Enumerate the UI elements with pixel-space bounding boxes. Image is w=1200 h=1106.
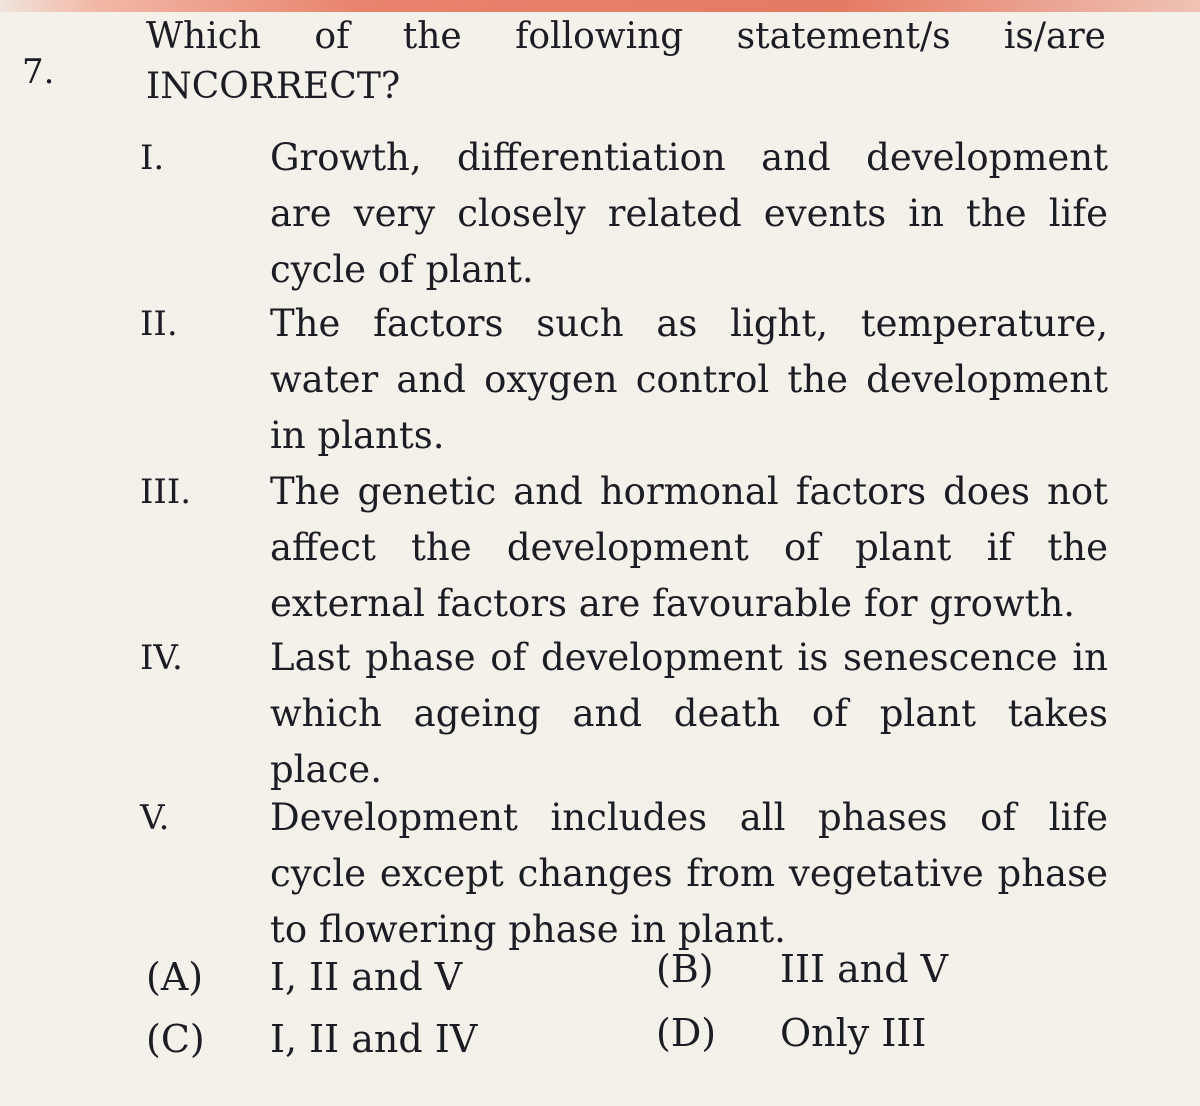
statement-numeral: II.	[140, 304, 178, 344]
option-label: (D)	[656, 1011, 717, 1055]
option-label: (B)	[656, 947, 714, 991]
statement-numeral: V.	[140, 798, 170, 838]
stem-word: following	[515, 16, 684, 57]
question-stem-line-1	[146, 12, 1106, 62]
statement-text: The factors such as light, temperature, water and oxygen control the development in plants.	[270, 302, 1108, 457]
statement-text: The genetic and hormonal factors does not affect the development of plant if the external factors are favourable for growth.	[270, 470, 1108, 625]
statement-text: Last phase of development is senescence in which ageing and death of plant takes place.	[270, 636, 1108, 791]
option-text: I, II and IV	[270, 1017, 478, 1061]
option-c[interactable]	[146, 1010, 477, 1068]
option-b[interactable]	[656, 940, 948, 998]
statement-numeral: III.	[140, 472, 192, 512]
statement-numeral: IV.	[140, 638, 183, 678]
option-text: Only III	[780, 1011, 927, 1055]
statement-numeral: I.	[140, 138, 165, 178]
stem-word: is/are	[1003, 16, 1106, 57]
stem-word: statement/s	[736, 16, 951, 57]
option-text: III and V	[780, 947, 949, 991]
stem-word: of	[314, 16, 350, 57]
question-stem	[146, 12, 1106, 112]
option-d[interactable]	[656, 1004, 926, 1062]
statement-text: Growth, differentiation and development are very closely related events in the life cycle of plant.	[270, 136, 1108, 291]
statement-text: Development includes all phases of life cycle except changes from vegetative phase to flowering phase in plant.	[270, 796, 1108, 951]
stem-word: Which	[146, 16, 262, 57]
option-label: (C)	[146, 1017, 205, 1061]
question-stem-line-2: INCORRECT?	[146, 66, 401, 107]
option-a[interactable]	[146, 948, 462, 1006]
option-label: (A)	[146, 955, 204, 999]
stem-word: the	[402, 16, 462, 57]
question-number: 7.	[22, 52, 55, 92]
option-text: I, II and V	[270, 955, 463, 999]
